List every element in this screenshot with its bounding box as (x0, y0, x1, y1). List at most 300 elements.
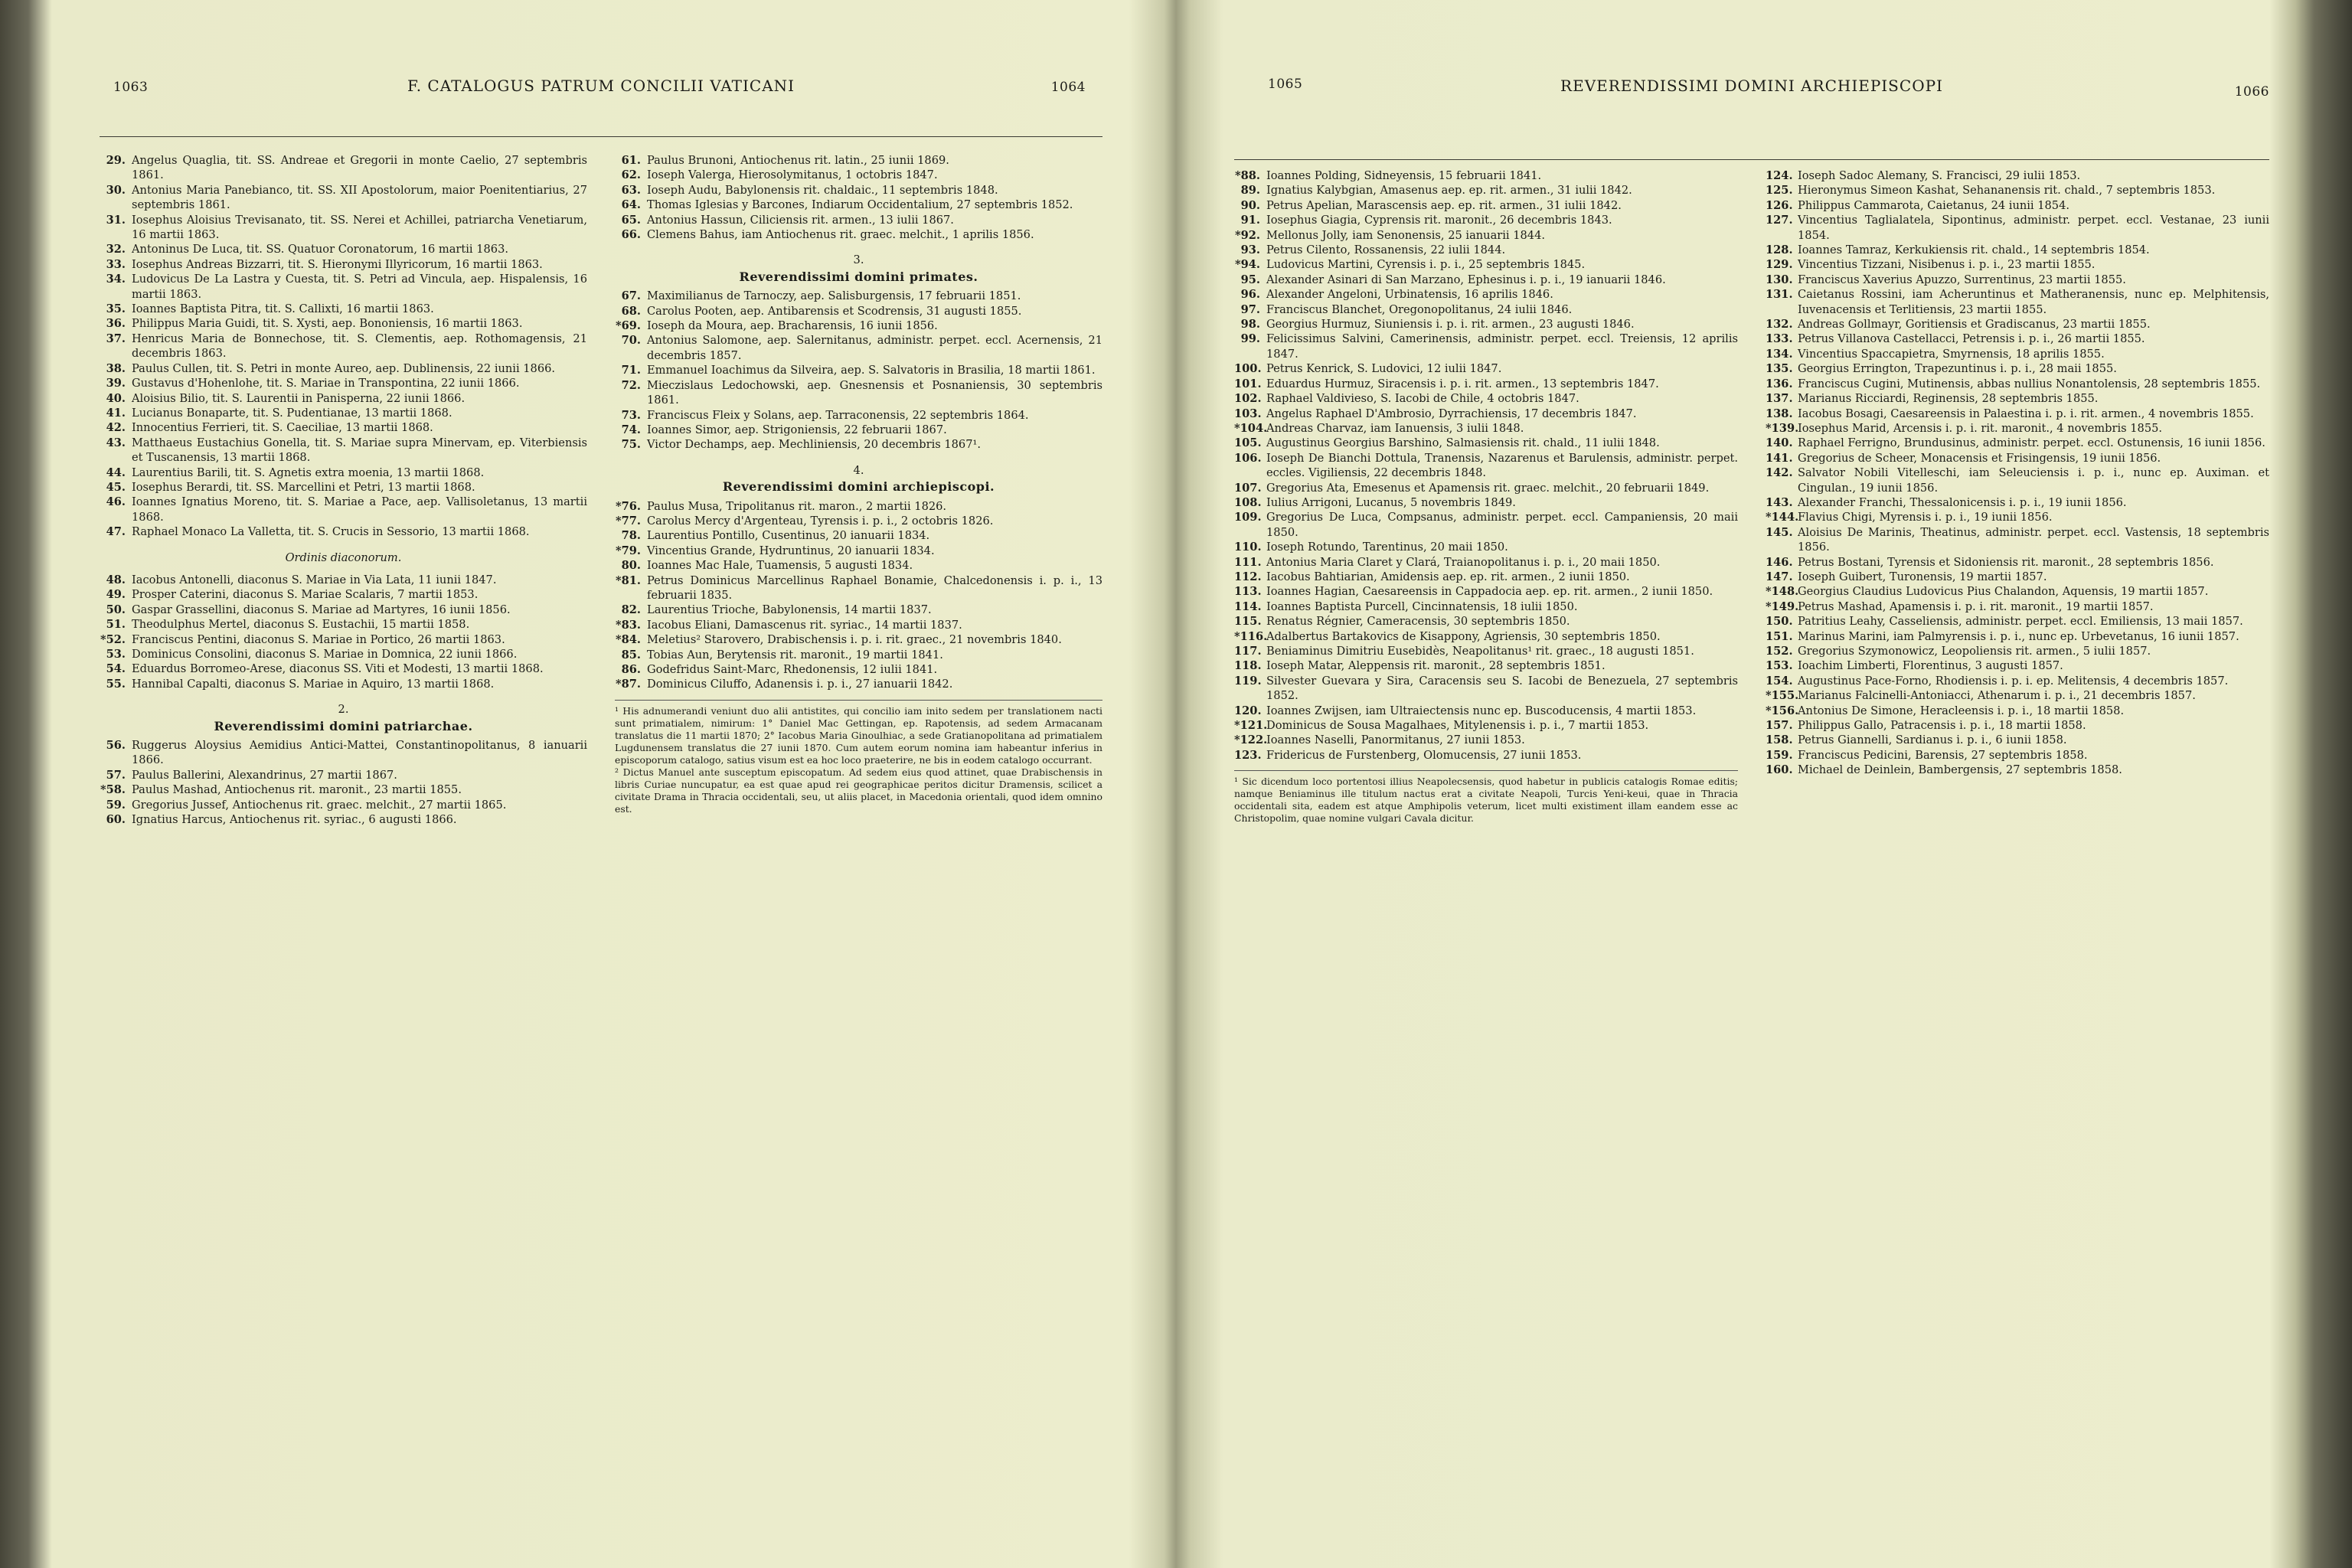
catalog-entry (100, 302, 587, 316)
entry-number: 95. (1240, 273, 1260, 286)
entry-text: Philippus Maria Guidi, tit. S. Xysti, aep. Bononiensis, 16 martii 1863. (132, 317, 523, 331)
catalog-entry (100, 213, 587, 243)
catalog-entry (1766, 658, 2269, 673)
footnotes (1234, 770, 1738, 825)
catalog-entry (1234, 481, 1738, 495)
entry-number: *144. (1766, 511, 1799, 524)
entry-text: Laurentius Trioche, Babylonensis, 14 martii 1837. (647, 603, 932, 617)
entry-number: 44. (106, 466, 126, 479)
entry-text: Laurentius Pontillo, Cusentinus, 20 ianuarii 1834. (647, 529, 930, 543)
entry-text: Clemens Bahus, iam Antiochenus rit. graec. melchit., 1 aprilis 1856. (647, 228, 1034, 242)
footnote-1: ¹ Sic dicendum loco portentosi illius Neapolecsensis, quod habetur in publicis catalogis Romae editis; namque Beniaminus ille titulum nactus erat a civitate Neapoli, Turcis Yeni-keui, quae in Thracia occidentali sita, eadem est atque Amphipolis veterum, licet multi existiment illam eandem esse ac Christopolim, quae nomine vulgari Cavala dicitur. (1234, 776, 1738, 825)
right-columns (1234, 168, 2269, 1547)
catalog-entry (615, 198, 1102, 212)
catalog-entry (1766, 287, 2269, 317)
entry-number: 128. (1766, 243, 1793, 257)
catalog-entry (615, 213, 1102, 227)
entry-text: Dominicus de Sousa Magalhaes, Mitylenensis i. p. i., 7 martii 1853. (1266, 719, 1649, 733)
section-number: 2. (338, 703, 349, 717)
entry-number: 154. (1766, 674, 1793, 688)
entry-number: 38. (106, 361, 126, 375)
entry-text: Petrus Villanova Castellacci, Petrensis i. p. i., 26 martii 1855. (1798, 332, 2145, 346)
entry-text: Emmanuel Ioachimus da Silveira, aep. S. Salvatoris in Brasilia, 18 martii 1861. (647, 364, 1096, 377)
catalog-entry (1234, 213, 1738, 227)
catalog-entry (1234, 510, 1738, 540)
entry-number: 54. (106, 662, 126, 676)
entry-number: 37. (106, 332, 126, 345)
entry-text: Ioannes Naselli, Panormitanus, 27 iunii 1853. (1266, 733, 1525, 747)
entry-text: Godefridus Saint-Marc, Rhedonensis, 12 iulii 1841. (647, 663, 938, 676)
entry-number: 131. (1766, 288, 1793, 302)
entry-text: Ignatius Kalybgian, Amasenus aep. ep. rit. armen., 31 iulii 1842. (1266, 184, 1632, 198)
entry-text: Innocentius Ferrieri, tit. S. Caeciliae, 13 martii 1868. (132, 421, 433, 435)
entry-text: Georgius Claudius Ludovicus Pius Chalandon, Aquensis, 19 martii 1857. (1798, 585, 2209, 599)
catalog-entry (1766, 198, 2269, 213)
ordinis-diaconorum-heading: Ordinis diaconorum. (285, 550, 402, 564)
catalog-entry (100, 632, 587, 647)
entry-text: Eduardus Hurmuz, Siracensis i. p. i. rit. armen., 13 septembris 1847. (1266, 377, 1659, 390)
entry-text: Meletius² Starovero, Drabischensis i. p. i. rit. graec., 21 novembris 1840. (647, 633, 1062, 647)
entry-number: 113. (1234, 585, 1262, 599)
entry-text: Caietanus Rossini, iam Acheruntinus et Matheranensis, nunc ep. Melphitensis, Iuvenacensis et Terlitiensis, 23 martii 1855. (1798, 288, 2269, 316)
entry-number: 46. (106, 495, 126, 509)
catalog-entry (1766, 555, 2269, 570)
entry-number: 39. (106, 377, 126, 390)
catalog-entry (615, 514, 1102, 528)
entry-text: Ioseph Valerga, Hierosolymitanus, 1 octobris 1847. (647, 168, 938, 182)
entry-number: 49. (106, 588, 126, 602)
entry-number: 80. (621, 559, 641, 573)
archbishop-list-cont (1766, 168, 2269, 778)
entry-text: Maximilianus de Tarnoczy, aep. Salisburgensis, 17 februarii 1851. (647, 289, 1021, 303)
entry-number: 63. (621, 183, 641, 197)
entry-text: Georgius Hurmuz, Siuniensis i. p. i. rit. armen., 23 augusti 1846. (1266, 318, 1635, 332)
entry-number: 62. (621, 168, 641, 182)
entry-number: 53. (106, 648, 126, 661)
entry-number: 142. (1766, 466, 1793, 480)
entry-text: Andreas Charvaz, iam Ianuensis, 3 iulii 1848. (1266, 421, 1524, 435)
footnote-2: ² Dictus Manuel ante susceptum episcopatum. Ad sedem eius quod attinet, quae Drabischensis in libris Curiae nuncupatur, ea est quae apud rei geographicae peritos dicitur Dramensis, scilicet a civitate Drama in Thracia occidentali, seu, ut aliis placet, in Macedonia orientali, quod idem omnino est. (615, 766, 1102, 815)
catalog-entry (1766, 273, 2269, 287)
entry-text: Ioseph Matar, Aleppensis rit. maronit., 28 septembris 1851. (1266, 659, 1606, 673)
entry-number: 125. (1766, 184, 1793, 198)
entry-text: Gustavus d'Hohenlohe, tit. S. Mariae in Transpontina, 22 iunii 1866. (132, 377, 520, 390)
catalog-entry (100, 242, 587, 256)
catalog-entry (615, 153, 1102, 168)
catalog-entry (615, 423, 1102, 437)
catalog-entry (1766, 763, 2269, 777)
entry-number: 127. (1766, 214, 1793, 227)
entry-text: Angelus Raphael D'Ambrosio, Dyrrachiensis, 17 decembris 1847. (1266, 407, 1637, 420)
left-page-header (100, 46, 1102, 95)
entry-number: 160. (1766, 763, 1793, 777)
entry-text: Ignatius Harcus, Antiochenus rit. syriac., 6 augusti 1866. (132, 813, 457, 827)
entry-text: Ioannes Baptista Pitra, tit. S. Callixti, 16 martii 1863. (132, 302, 434, 316)
entry-text: Carolus Mercy d'Argenteau, Tyrensis i. p. i., 2 octobris 1826. (647, 514, 994, 528)
entry-number: *149. (1766, 599, 1799, 613)
catalog-entry (100, 153, 587, 183)
entry-number: 65. (621, 213, 641, 227)
footnotes (615, 700, 1102, 815)
entry-number: 130. (1766, 273, 1793, 286)
catalog-entry (100, 662, 587, 676)
entry-number: 138. (1766, 407, 1793, 420)
entry-number: 135. (1766, 362, 1793, 376)
entry-text: Iacobus Bosagi, Caesareensis in Palaestina i. p. i. rit. armen., 4 novembris 1855. (1798, 407, 2254, 420)
entry-number: 109. (1234, 511, 1262, 524)
catalog-entry (1766, 436, 2269, 450)
catalog-entry (1766, 421, 2269, 436)
patriarch-list (100, 738, 587, 827)
entry-number: *116. (1234, 629, 1268, 643)
entry-text: Paulus Brunoni, Antiochenus rit. latin., 25 iunii 1869. (647, 154, 949, 167)
entry-number: *104. (1234, 421, 1268, 435)
catalog-entry (1234, 674, 1738, 704)
catalog-entry (1234, 361, 1738, 376)
entry-text: Salvator Nobili Vitelleschi, iam Seleuciensis i. p. i., nunc ep. Auximan. et Cingulan., 19 iunii 1856. (1798, 466, 2269, 495)
catalog-entry (615, 558, 1102, 573)
catalog-entry (1234, 407, 1738, 421)
catalog-entry (1234, 584, 1738, 599)
entry-number: 107. (1234, 481, 1262, 495)
entry-number: *94. (1234, 258, 1260, 272)
catalog-entry (1234, 436, 1738, 450)
catalog-entry (100, 272, 587, 302)
entry-text: Silvester Guevara y Sira, Caracensis seu S. Iacobi de Benezuela, 27 septembris 1852. (1266, 674, 1738, 703)
catalog-entry (1234, 495, 1738, 510)
entry-text: Antonius Salomone, aep. Salernitanus, administr. perpet. eccl. Acernensis, 21 decembris 1857. (647, 334, 1102, 362)
entry-text: Victor Dechamps, aep. Mechliniensis, 20 decembris 1867¹. (647, 438, 981, 452)
entry-text: Ioseph Guibert, Turonensis, 19 martii 1857. (1798, 570, 2047, 583)
section-number: 4. (853, 463, 864, 477)
entry-number: 34. (106, 273, 126, 286)
entry-text: Iacobus Antonelli, diaconus S. Mariae in Via Lata, 11 iunii 1847. (132, 573, 497, 586)
catalog-entry (1234, 302, 1738, 317)
entry-number: 71. (621, 364, 641, 377)
entry-number: 82. (621, 603, 641, 617)
entry-text: Marinus Marini, iam Palmyrensis i. p. i., nunc ep. Urbevetanus, 16 iunii 1857. (1798, 629, 2239, 643)
entry-text: Vincentius Grande, Hydruntinus, 20 ianuarii 1834. (647, 544, 935, 557)
entry-text: Ioannes Hagian, Caesareensis in Cappadocia aep. ep. rit. armen., 2 iunii 1850. (1266, 585, 1713, 599)
entry-number: *122. (1234, 733, 1268, 747)
entry-text: Eduardus Borromeo-Arese, diaconus SS. Viti et Modesti, 13 martii 1868. (132, 662, 544, 676)
catalog-entry (1234, 198, 1738, 213)
catalog-entry (615, 528, 1102, 543)
entry-number: 64. (621, 198, 641, 212)
entry-number: 67. (621, 289, 641, 303)
entry-text: Raphael Ferrigno, Brundusinus, administr. perpet. eccl. Ostunensis, 16 iunii 1856. (1798, 436, 2265, 450)
entry-text: Gregorius De Luca, Compsanus, administr. perpet. eccl. Campaniensis, 20 maii 1850. (1266, 511, 1738, 539)
entry-text: Vincentius Spaccapietra, Smyrnensis, 18 aprilis 1855. (1798, 347, 2105, 361)
catalog-entry (1766, 213, 2269, 243)
entry-text: Mellonus Jolly, iam Senonensis, 25 ianuarii 1844. (1266, 228, 1546, 242)
entry-text: Tobias Aun, Berytensis rit. maronit., 19 martii 1841. (647, 648, 943, 662)
entry-number: 126. (1766, 198, 1793, 212)
catalog-entry (1766, 451, 2269, 466)
entry-number: *69. (615, 319, 641, 333)
entry-number: 101. (1234, 377, 1262, 390)
entry-text: Mieczislaus Ledochowski, aep. Gnesnensis et Posnaniensis, 30 septembris 1861. (647, 378, 1102, 407)
entry-number: 129. (1766, 258, 1793, 272)
primate-list (615, 289, 1102, 452)
catalog-entry (1234, 570, 1738, 584)
entry-number: 133. (1766, 332, 1793, 346)
entry-text: Franciscus Pedicini, Barensis, 27 septembris 1858. (1798, 748, 2088, 762)
catalog-entry (1234, 733, 1738, 747)
entry-number: 73. (621, 408, 641, 422)
entry-number: 158. (1766, 733, 1793, 747)
entry-text: Ruggerus Aloysius Aemidius Antici-Mattei, Constantinopolitanus, 8 ianuarii 1866. (132, 739, 587, 767)
entry-number: 36. (106, 317, 126, 331)
catalog-entry (615, 618, 1102, 632)
catalog-entry (1766, 570, 2269, 584)
catalog-entry (615, 183, 1102, 198)
entry-number: 136. (1766, 377, 1793, 390)
entry-number: 143. (1766, 495, 1793, 509)
catalog-entry (1766, 614, 2269, 629)
catalog-entry (1766, 257, 2269, 272)
cardinal-list (100, 153, 587, 540)
catalog-entry (615, 408, 1102, 423)
entry-text: Franciscus Blanchet, Oregonopolitanus, 24 iulii 1846. (1266, 302, 1573, 316)
entry-text: Renatus Régnier, Cameracensis, 30 septembris 1850. (1266, 615, 1570, 629)
entry-text: Hannibal Capalti, diaconus S. Mariae in Aquiro, 13 martii 1868. (132, 677, 495, 691)
entry-number: 118. (1234, 659, 1262, 673)
entry-number: *121. (1234, 719, 1268, 733)
entry-number: 112. (1234, 570, 1262, 583)
entry-text: Ludovicus Martini, Cyrensis i. p. i., 25 septembris 1845. (1266, 258, 1586, 272)
catalog-entry (615, 603, 1102, 617)
catalog-entry (615, 289, 1102, 303)
entry-text: Franciscus Fleix y Solans, aep. Tarraconensis, 22 septembris 1864. (647, 408, 1029, 422)
entry-number: 123. (1234, 748, 1262, 762)
section-heading-patriarchae: Reverendissimi domini patriarchae. (214, 718, 473, 733)
entry-number: 60. (106, 813, 126, 827)
catalog-entry (1766, 733, 2269, 747)
entry-number: 33. (106, 257, 126, 271)
entry-number: 74. (621, 423, 641, 436)
entry-number: 159. (1766, 748, 1793, 762)
entry-number: 120. (1234, 704, 1262, 717)
entry-number: 98. (1240, 318, 1260, 332)
catalog-entry (100, 738, 587, 768)
entry-text: Franciscus Cugini, Mutinensis, abbas nullius Nonantolensis, 28 septembris 1855. (1798, 377, 2261, 390)
entry-number: 35. (106, 302, 126, 316)
column-4 (1766, 168, 2269, 1547)
archbishop-list (615, 499, 1102, 692)
entry-text: Thomas Iglesias y Barcones, Indiarum Occidentalium, 27 septembris 1852. (647, 198, 1073, 212)
entry-number: 32. (106, 243, 126, 256)
catalog-entry (1234, 421, 1738, 436)
catalog-entry (100, 332, 587, 361)
entry-text: Iacobus Eliani, Damascenus rit. syriac., 14 martii 1837. (647, 618, 962, 632)
catalog-entry (100, 798, 587, 812)
entry-text: Marianus Falcinelli-Antoniacci, Athenarum i. p. i., 21 decembris 1857. (1798, 689, 2196, 703)
catalog-entry (100, 677, 587, 691)
left-columns (100, 153, 1102, 1547)
catalog-entry (100, 573, 587, 587)
catalog-entry (1766, 347, 2269, 361)
entry-text: Georgius Errington, Trapezuntinus i. p. i., 28 maii 1855. (1798, 362, 2117, 376)
entry-number: *83. (615, 618, 641, 632)
entry-text: Ioannes Polding, Sidneyensis, 15 februarii 1841. (1266, 169, 1542, 182)
entry-number: 132. (1766, 318, 1793, 332)
entry-text: Paulus Musa, Tripolitanus rit. maron., 2 martii 1826. (647, 499, 947, 513)
entry-text: Lucianus Bonaparte, tit. S. Pudentianae, 13 martii 1868. (132, 406, 452, 420)
archbishop-list-cont (1234, 168, 1738, 763)
catalog-entry (1766, 718, 2269, 733)
catalog-entry (100, 617, 587, 632)
catalog-entry (100, 524, 587, 539)
entry-number: 119. (1234, 674, 1262, 688)
entry-number: *87. (615, 678, 641, 691)
entry-number: 151. (1766, 629, 1793, 643)
catalog-entry (1766, 466, 2269, 495)
entry-text: Gaspar Grassellini, diaconus S. Mariae ad Martyres, 16 iunii 1856. (132, 603, 511, 616)
entry-text: Aloisius Bilio, tit. S. Laurentii in Panisperna, 22 iunii 1866. (132, 391, 466, 405)
entry-text: Antonius Hassun, Ciliciensis rit. armen., 13 iulii 1867. (647, 213, 954, 227)
entry-text: Iosephus Berardi, tit. SS. Marcellini et Petri, 13 martii 1868. (132, 480, 475, 494)
catalog-entry (100, 183, 587, 213)
catalog-entry (100, 647, 587, 662)
page-number-1065: 1065 (1268, 77, 1303, 92)
catalog-entry (615, 227, 1102, 242)
section-heading-primates: Reverendissimi domini primates. (739, 269, 978, 284)
entry-number: 108. (1234, 495, 1262, 509)
catalog-entry (615, 573, 1102, 603)
entry-number: 114. (1234, 599, 1262, 613)
entry-number: 48. (106, 573, 126, 586)
right-page (1234, 46, 2269, 1547)
entry-number: *79. (615, 544, 641, 557)
entry-text: Antonius Maria Claret y Clará, Traianopolitanus i. p. i., 20 maii 1850. (1266, 555, 1661, 569)
entry-text: Patritius Leahy, Casseliensis, administr. perpet. eccl. Emiliensis, 13 maii 1857. (1798, 615, 2243, 629)
page-number-1064: 1064 (1050, 80, 1086, 95)
catalog-entry (1766, 704, 2269, 718)
entry-text: Ioannes Zwijsen, iam Ultraiectensis nunc ep. Buscoducensis, 4 martii 1853. (1266, 704, 1697, 717)
catalog-entry (1766, 644, 2269, 658)
entry-number: *76. (615, 499, 641, 513)
catalog-entry (1234, 658, 1738, 673)
entry-text: Matthaeus Eustachius Gonella, tit. S. Mariae supra Minervam, ep. Viterbiensis et Tuscanensis, 13 martii 1868. (132, 436, 587, 465)
catalog-entry (1766, 391, 2269, 406)
catalog-entry (615, 168, 1102, 182)
entry-number: 30. (106, 183, 126, 197)
entry-number: 78. (621, 529, 641, 543)
catalog-entry (1234, 555, 1738, 570)
left-running-title: F. CATALOGUS PATRUM CONCILII VATICANI (407, 77, 795, 95)
catalog-entry (615, 318, 1102, 333)
catalog-entry (1234, 599, 1738, 614)
entry-text: Prosper Caterini, diaconus S. Mariae Scalaris, 7 martii 1853. (132, 588, 479, 602)
entry-text: Iosephus Marid, Arcensis i. p. i. rit. maronit., 4 novembris 1855. (1798, 421, 2163, 435)
entry-number: *148. (1766, 585, 1799, 599)
entry-text: Augustinus Pace-Forno, Rhodiensis i. p. i. ep. Melitensis, 4 decembris 1857. (1798, 674, 2229, 688)
catalog-entry (1766, 688, 2269, 703)
footnote-1: ¹ His adnumerandi veniunt duo alii antistites, qui concilio iam inito sedem per translationem nacti sunt primatialem, nimirum: 1° Daniel Mac Gettingan, ep. Rapotensis, ad sedem Armacanam translatus die 11 martii 1870; 2° Iacobus Maria Ginoulhiac, a sede Gratianopolitana ad primatialem Lugdunensem translatus die 27 iunii 1870. Cum autem eorum nomina iam habeantur inferius in episcoporum catalogo, satius visum est ea hoc loco praeterire, ne bis in eodem catalogo occurrant. (615, 704, 1102, 766)
catalog-entry (1234, 257, 1738, 272)
catalog-entry (100, 257, 587, 272)
entry-text: Petrus Cilento, Rossanensis, 22 iulii 1844. (1266, 243, 1506, 257)
entry-text: Marianus Ricciardi, Reginensis, 28 septembris 1855. (1798, 392, 2099, 406)
entry-text: Ioseph De Bianchi Dottula, Tranensis, Nazarenus et Barulensis, administr. perpet. eccles. Vigiliensis, 22 decembris 1848. (1266, 451, 1738, 480)
column-1 (100, 153, 587, 1547)
entry-text: Ioannes Baptista Purcell, Cincinnatensis, 18 iulii 1850. (1266, 599, 1578, 613)
entry-text: Ioannes Simor, aep. Strigoniensis, 22 februarii 1867. (647, 423, 947, 436)
catalog-entry (100, 391, 587, 406)
catalog-entry (615, 632, 1102, 647)
entry-number: 99. (1240, 332, 1260, 346)
patriarch-list-cont (615, 153, 1102, 242)
catalog-entry (615, 677, 1102, 691)
catalog-entry (1234, 243, 1738, 257)
column-2 (615, 153, 1102, 1547)
catalog-entry (100, 603, 587, 617)
catalog-entry (615, 499, 1102, 514)
section-number: 3. (853, 253, 864, 267)
entry-number: 70. (621, 334, 641, 348)
entry-text: Ioseph da Moura, aep. Bracharensis, 16 iunii 1856. (647, 319, 938, 333)
entry-text: Theodulphus Mertel, diaconus S. Eustachii, 15 martii 1858. (132, 618, 470, 632)
entry-text: Aloisius De Marinis, Theatinus, administr. perpet. eccl. Vastensis, 18 septembris 1856. (1798, 525, 2269, 554)
entry-number: 50. (106, 603, 126, 616)
entry-number: 110. (1234, 541, 1262, 554)
entry-text: Paulus Ballerini, Alexandrinus, 27 martii 1867. (132, 768, 397, 782)
entry-number: 55. (106, 677, 126, 691)
catalog-entry (100, 436, 587, 466)
entry-number: 41. (106, 406, 126, 420)
catalog-entry (1234, 228, 1738, 243)
entry-text: Vincentius Taglialatela, Sipontinus, administr. perpet. eccl. Vestanae, 23 iunii 1854. (1798, 214, 2269, 242)
catalog-entry (1766, 674, 2269, 688)
entry-text: Iosephus Giagia, Cyprensis rit. maronit., 26 decembris 1843. (1266, 214, 1612, 227)
entry-text: Antoninus De Luca, tit. SS. Quatuor Coronatorum, 16 martii 1863. (132, 243, 508, 256)
entry-text: Angelus Quaglia, tit. SS. Andreae et Gregorii in monte Caelio, 27 septembris 1861. (132, 154, 587, 182)
entry-number: 42. (106, 421, 126, 435)
entry-number: 102. (1234, 392, 1262, 406)
entry-text: Dominicus Consolini, diaconus S. Mariae in Domnica, 22 iunii 1866. (132, 648, 518, 661)
catalog-entry (1766, 629, 2269, 644)
catalog-entry (1766, 377, 2269, 391)
entry-text: Petrus Apelian, Marascensis aep. ep. rit. armen., 31 iulii 1842. (1266, 198, 1622, 212)
catalog-entry (1766, 168, 2269, 183)
entry-text: Felicissimus Salvini, Camerinensis, administr. perpet. eccl. Treiensis, 12 aprilis 1847. (1266, 332, 1738, 361)
section-heading-archiepiscopi: Reverendissimi domini archiepiscopi. (722, 479, 995, 495)
entry-text: Henricus Maria de Bonnechose, tit. S. Clementis, aep. Rothomagensis, 21 decembris 1863. (132, 332, 587, 361)
entry-text: Hieronymus Simeon Kashat, Sehananensis rit. chald., 7 septembris 1853. (1798, 184, 2216, 198)
entry-text: Flavius Chigi, Myrensis i. p. i., 19 iunii 1856. (1798, 511, 2053, 524)
entry-number: 45. (106, 480, 126, 494)
left-page (100, 46, 1102, 1547)
catalog-entry (1766, 525, 2269, 555)
entry-number: 89. (1240, 184, 1260, 198)
entry-number: *155. (1766, 689, 1799, 703)
entry-text: Ioachim Limberti, Florentinus, 3 augusti 1857. (1798, 659, 2063, 673)
catalog-entry (1766, 599, 2269, 614)
catalog-entry (1234, 317, 1738, 332)
entry-number: 117. (1234, 645, 1262, 658)
entry-text: Michael de Deinlein, Bambergensis, 27 septembris 1858. (1798, 763, 2122, 777)
right-page-header (1234, 46, 2269, 100)
catalog-entry (1234, 629, 1738, 644)
entry-number: 111. (1234, 555, 1262, 569)
entry-number: 147. (1766, 570, 1793, 583)
entry-text: Petrus Bostani, Tyrensis et Sidoniensis rit. maronit., 28 septembris 1856. (1798, 555, 2214, 569)
catalog-entry (1766, 584, 2269, 599)
entry-number: *139. (1766, 421, 1799, 435)
catalog-entry (100, 466, 587, 480)
entry-text: Petrus Mashad, Apamensis i. p. i. rit. maronit., 19 martii 1857. (1798, 599, 2154, 613)
